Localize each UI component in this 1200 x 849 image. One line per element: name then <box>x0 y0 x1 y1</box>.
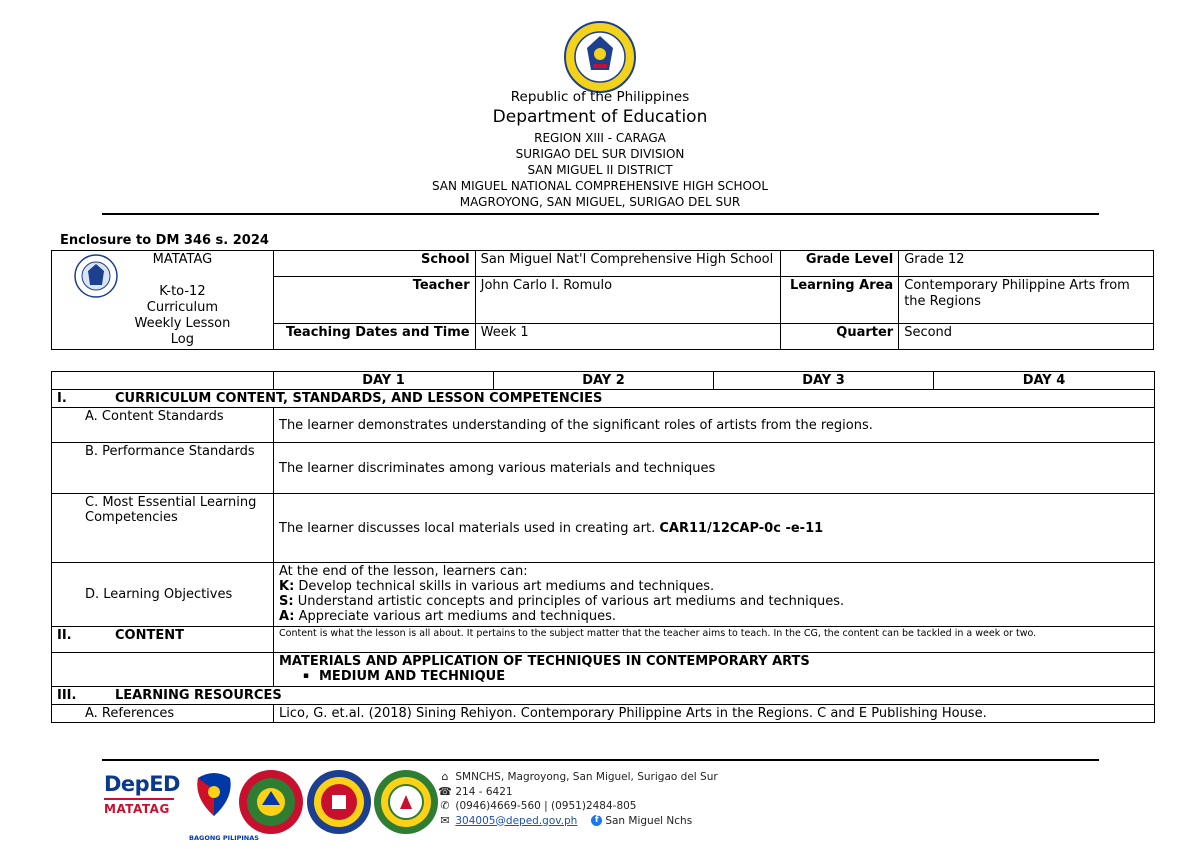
deped-matatag-logo <box>104 772 178 816</box>
log-title-cell <box>52 251 274 350</box>
header-divider <box>102 213 1099 215</box>
grade-level-value: Grade 12 <box>899 251 1154 277</box>
school-line: SAN MIGUEL NATIONAL COMPREHENSIVE HIGH SCHOOL <box>431 179 769 193</box>
blank-header-cell <box>52 372 274 390</box>
objective-knowledge: K: Develop technical skills in various art mediums and techniques. <box>279 579 715 594</box>
section-content <box>52 627 274 653</box>
learning-objectives-label: D. Learning Objectives <box>52 563 274 627</box>
melc-code: CAR11/12CAP-0c -e-11 <box>659 520 824 536</box>
contact-info <box>438 770 718 828</box>
address-block <box>0 130 1200 210</box>
region-line: REGION XIII - CARAGA <box>534 131 666 145</box>
teaching-dates-label: Teaching Dates and Time <box>273 324 475 350</box>
learning-area-value: Contemporary Philippine Arts from the Regions <box>899 276 1154 323</box>
section-title: LEARNING RESOURCES <box>115 688 282 703</box>
objectives-intro: At the end of the lesson, learners can: <box>279 564 528 579</box>
lesson-info-table <box>51 250 1154 350</box>
teacher-label: Teacher <box>273 276 475 323</box>
objective-attitude: A: Appreciate various art mediums and techniques. <box>279 609 616 624</box>
content-note: Content is what the lesson is all about. It pertains to the subject matter that the teacher aims to teach. In the CG, the content can be tackled in a week or two. <box>274 627 1155 653</box>
location-line: MAGROYONG, SAN MIGUEL, SURIGAO DEL SUR <box>459 195 741 209</box>
footer-facebook[interactable]: San Miguel Nchs <box>605 814 693 827</box>
references-label: A. References <box>52 705 274 723</box>
section-number: II. <box>57 628 72 643</box>
mobile-icon: ✆ <box>440 799 450 812</box>
melc-text: The learner discusses local materials used in creating art. <box>279 520 656 536</box>
section-number: I. <box>57 391 67 406</box>
references-text: Lico, G. et.al. (2018) Sining Rehiyon. Contemporary Philippine Arts in the Regions. C and E Publishing House. <box>274 705 1155 723</box>
content-subtopic: MEDIUM AND TECHNIQUE <box>319 669 506 684</box>
melc-cell <box>274 494 1155 563</box>
deped-seal-logo <box>563 20 637 94</box>
log-title-line: K-to-12 <box>159 284 206 299</box>
bagong-pilipinas-logo <box>192 770 236 832</box>
objective-skills: S: Understand artistic concepts and principles of various art mediums and techniques. <box>279 594 845 609</box>
section-title: CURRICULUM CONTENT, STANDARDS, AND LESSON COMPETENCIES <box>115 391 603 406</box>
matatag-wordmark: MATATAG <box>104 802 170 816</box>
blank-content-cell <box>52 653 274 687</box>
performance-standards-text: The learner discriminates among various materials and techniques <box>274 443 1155 494</box>
teaching-dates-value: Week 1 <box>475 324 781 350</box>
melc-label: C. Most Essential Learning Competencies <box>52 494 274 563</box>
grade-level-label: Grade Level <box>781 251 899 277</box>
section-title: CONTENT <box>115 628 184 643</box>
log-title-line: Curriculum <box>146 300 219 315</box>
division-line: SURIGAO DEL SUR DIVISION <box>515 147 685 161</box>
content-topic-cell <box>274 653 1155 687</box>
facebook-icon: f <box>591 815 602 826</box>
section-number: III. <box>57 688 77 703</box>
log-title-line: MATATAG <box>152 252 213 267</box>
phone-icon: ☎ <box>438 784 452 798</box>
email-icon: ✉ <box>440 813 450 827</box>
deped-seal-small-logo <box>74 254 118 298</box>
footer-address: SMNCHS, Magroyong, San Miguel, Surigao del Sur <box>455 771 718 783</box>
footer-email-link[interactable]: 304005@deped.gov.ph <box>455 814 578 827</box>
school-label: School <box>273 251 475 277</box>
day-header: DAY 2 <box>494 372 714 390</box>
bagong-pilipinas-label: BAGONG PILIPINAS <box>189 834 259 842</box>
log-title-line: Weekly Lesson <box>134 316 231 331</box>
department-title: Department of Education <box>492 107 708 127</box>
log-title-line: Log <box>170 332 195 347</box>
content-topic: MATERIALS AND APPLICATION OF TECHNIQUES IN CONTEMPORARY ARTS <box>279 654 810 669</box>
learning-objectives-cell <box>274 563 1155 627</box>
school-seal-1-logo <box>238 769 304 835</box>
teacher-value: John Carlo I. Romulo <box>475 276 781 323</box>
day-header: DAY 3 <box>714 372 934 390</box>
district-line: SAN MIGUEL II DISTRICT <box>527 163 673 177</box>
content-standards-text: The learner demonstrates understanding of the significant roles of artists from the regions. <box>274 408 1155 443</box>
enclosure-label: Enclosure to DM 346 s. 2024 <box>60 233 269 248</box>
deped-wordmark: DepED <box>104 772 180 796</box>
republic-line: Republic of the Philippines <box>510 89 690 105</box>
footer-phone: 214 - 6421 <box>455 785 513 798</box>
school-seal-2-logo <box>306 769 372 835</box>
quarter-label: Quarter <box>781 324 899 350</box>
section-resources <box>52 687 1155 705</box>
day-header: DAY 4 <box>934 372 1155 390</box>
footer-divider <box>102 759 1099 761</box>
section-curriculum <box>52 390 1155 408</box>
school-value: San Miguel Nat'l Comprehensive High School <box>475 251 781 277</box>
quarter-value: Second <box>899 324 1154 350</box>
home-icon: ⌂ <box>441 770 449 783</box>
content-standards-label: A. Content Standards <box>52 408 274 443</box>
learning-area-label: Learning Area <box>781 276 899 323</box>
day-header: DAY 1 <box>274 372 494 390</box>
performance-standards-label: B. Performance Standards <box>52 443 274 494</box>
footer-mobile: (0946)4669-560 | (0951)2484-805 <box>455 800 637 812</box>
lesson-log-table <box>51 371 1155 723</box>
bullet-icon: ▪ <box>302 671 309 681</box>
school-seal-3-logo <box>373 769 439 835</box>
